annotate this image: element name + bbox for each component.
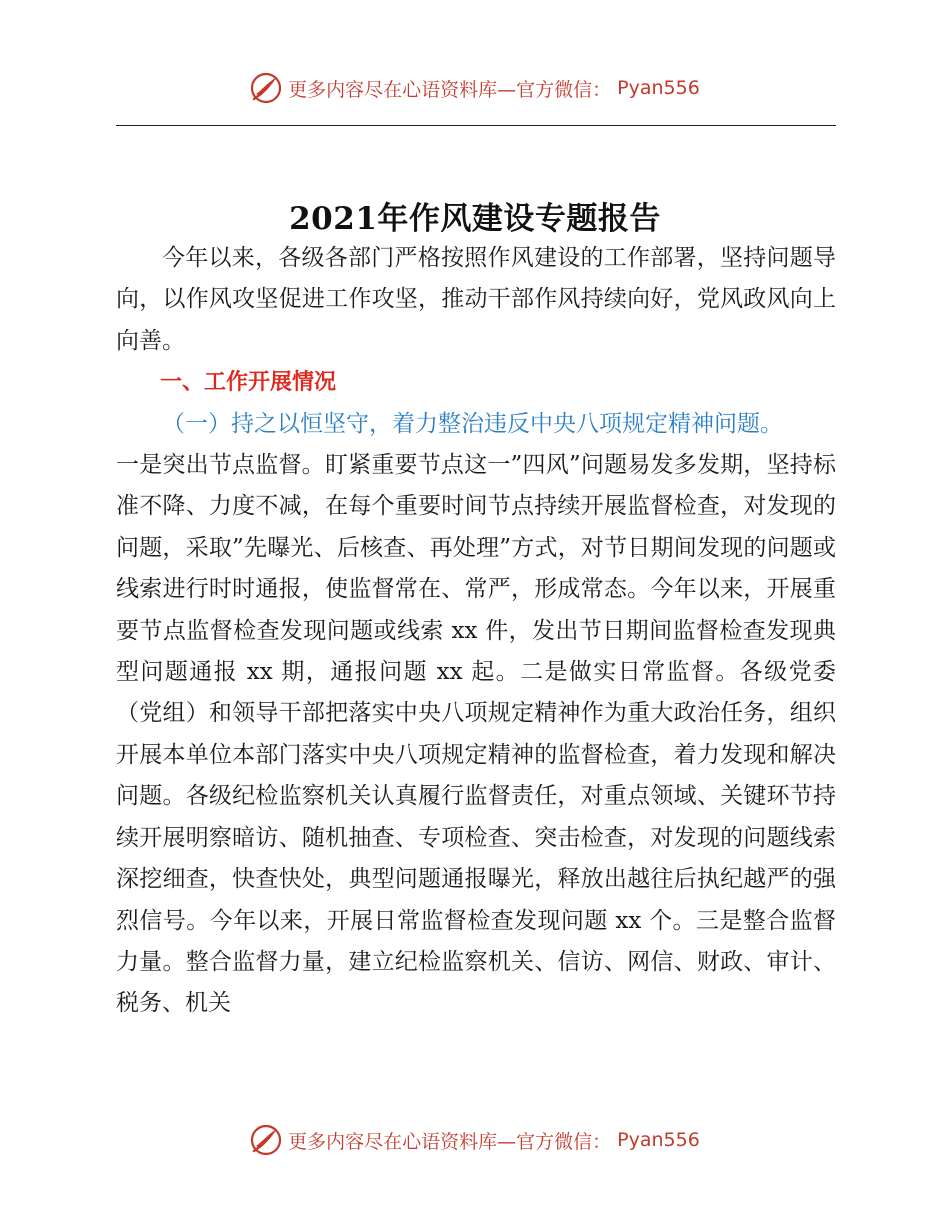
subsection-heading: （一）持之以恒坚守，着力整治违反中央八项规定精神问题。 — [162, 410, 783, 437]
quill-logo-icon — [250, 1124, 282, 1156]
subsection-body-paragraph: 一是突出节点监督。盯紧重要节点这一”四风”问题易发多发期，坚持标准不降、力度不减，在每个重要时间节点持续开展监督检查，对发现的问题，采取”先曝光、后核查、再处理”方式，对节日期间发现的问题或线索进行时时通报，使监督常在、常严，形成常态。今年以来，开展重要节点监督检查发现问题或线索 xx 件，发出节日期间监督检查发现典型问题通报 xx 期，通报问题 xx 起。二是做实日常监督。各级党委（党组）和领导干部把落实中央八项规定精神作为重大政治任务，组织开展本单位本部门落实中央八项规定精神的监督检查，着力发现和解决问题。各级纪检监察机关认真履行监督责任，对重点领域、关键环节持续开展明察暗访、随机抽查、专项检查、突击检查，对发现的问题线索深挖细查，快查快处，典型问题通报曝光，释放出越往后执纪越严的强烈信号。今年以来，开展日常监督检查发现问题 xx 个。三是整合监督力量。整合监督力量，建立纪检监察机关、信访、网信、财政、审计、税务、机关 — [116, 452, 836, 1017]
document-body — [116, 238, 836, 1025]
header-divider — [116, 125, 836, 126]
watermark-wechat-id: Pyan556 — [617, 1129, 700, 1151]
footer-watermark-banner — [0, 1124, 950, 1156]
section-heading: 一、工作开展情况 — [160, 370, 337, 396]
quill-logo-icon — [250, 72, 282, 104]
watermark-text: 更多内容尽在心语资料库—官方微信： — [288, 78, 612, 101]
header-watermark-banner — [0, 72, 950, 104]
document-title: 2021年作风建设专题报告 — [289, 200, 661, 237]
watermark-text: 更多内容尽在心语资料库—官方微信： — [288, 1130, 612, 1153]
watermark-wechat-id: Pyan556 — [617, 77, 700, 99]
intro-paragraph: 今年以来，各级各部门严格按照作风建设的工作部署，坚持问题导向，以作风攻坚促进工作攻坚，推动干部作风持续向好，党风政风向上向善。 — [116, 245, 836, 354]
